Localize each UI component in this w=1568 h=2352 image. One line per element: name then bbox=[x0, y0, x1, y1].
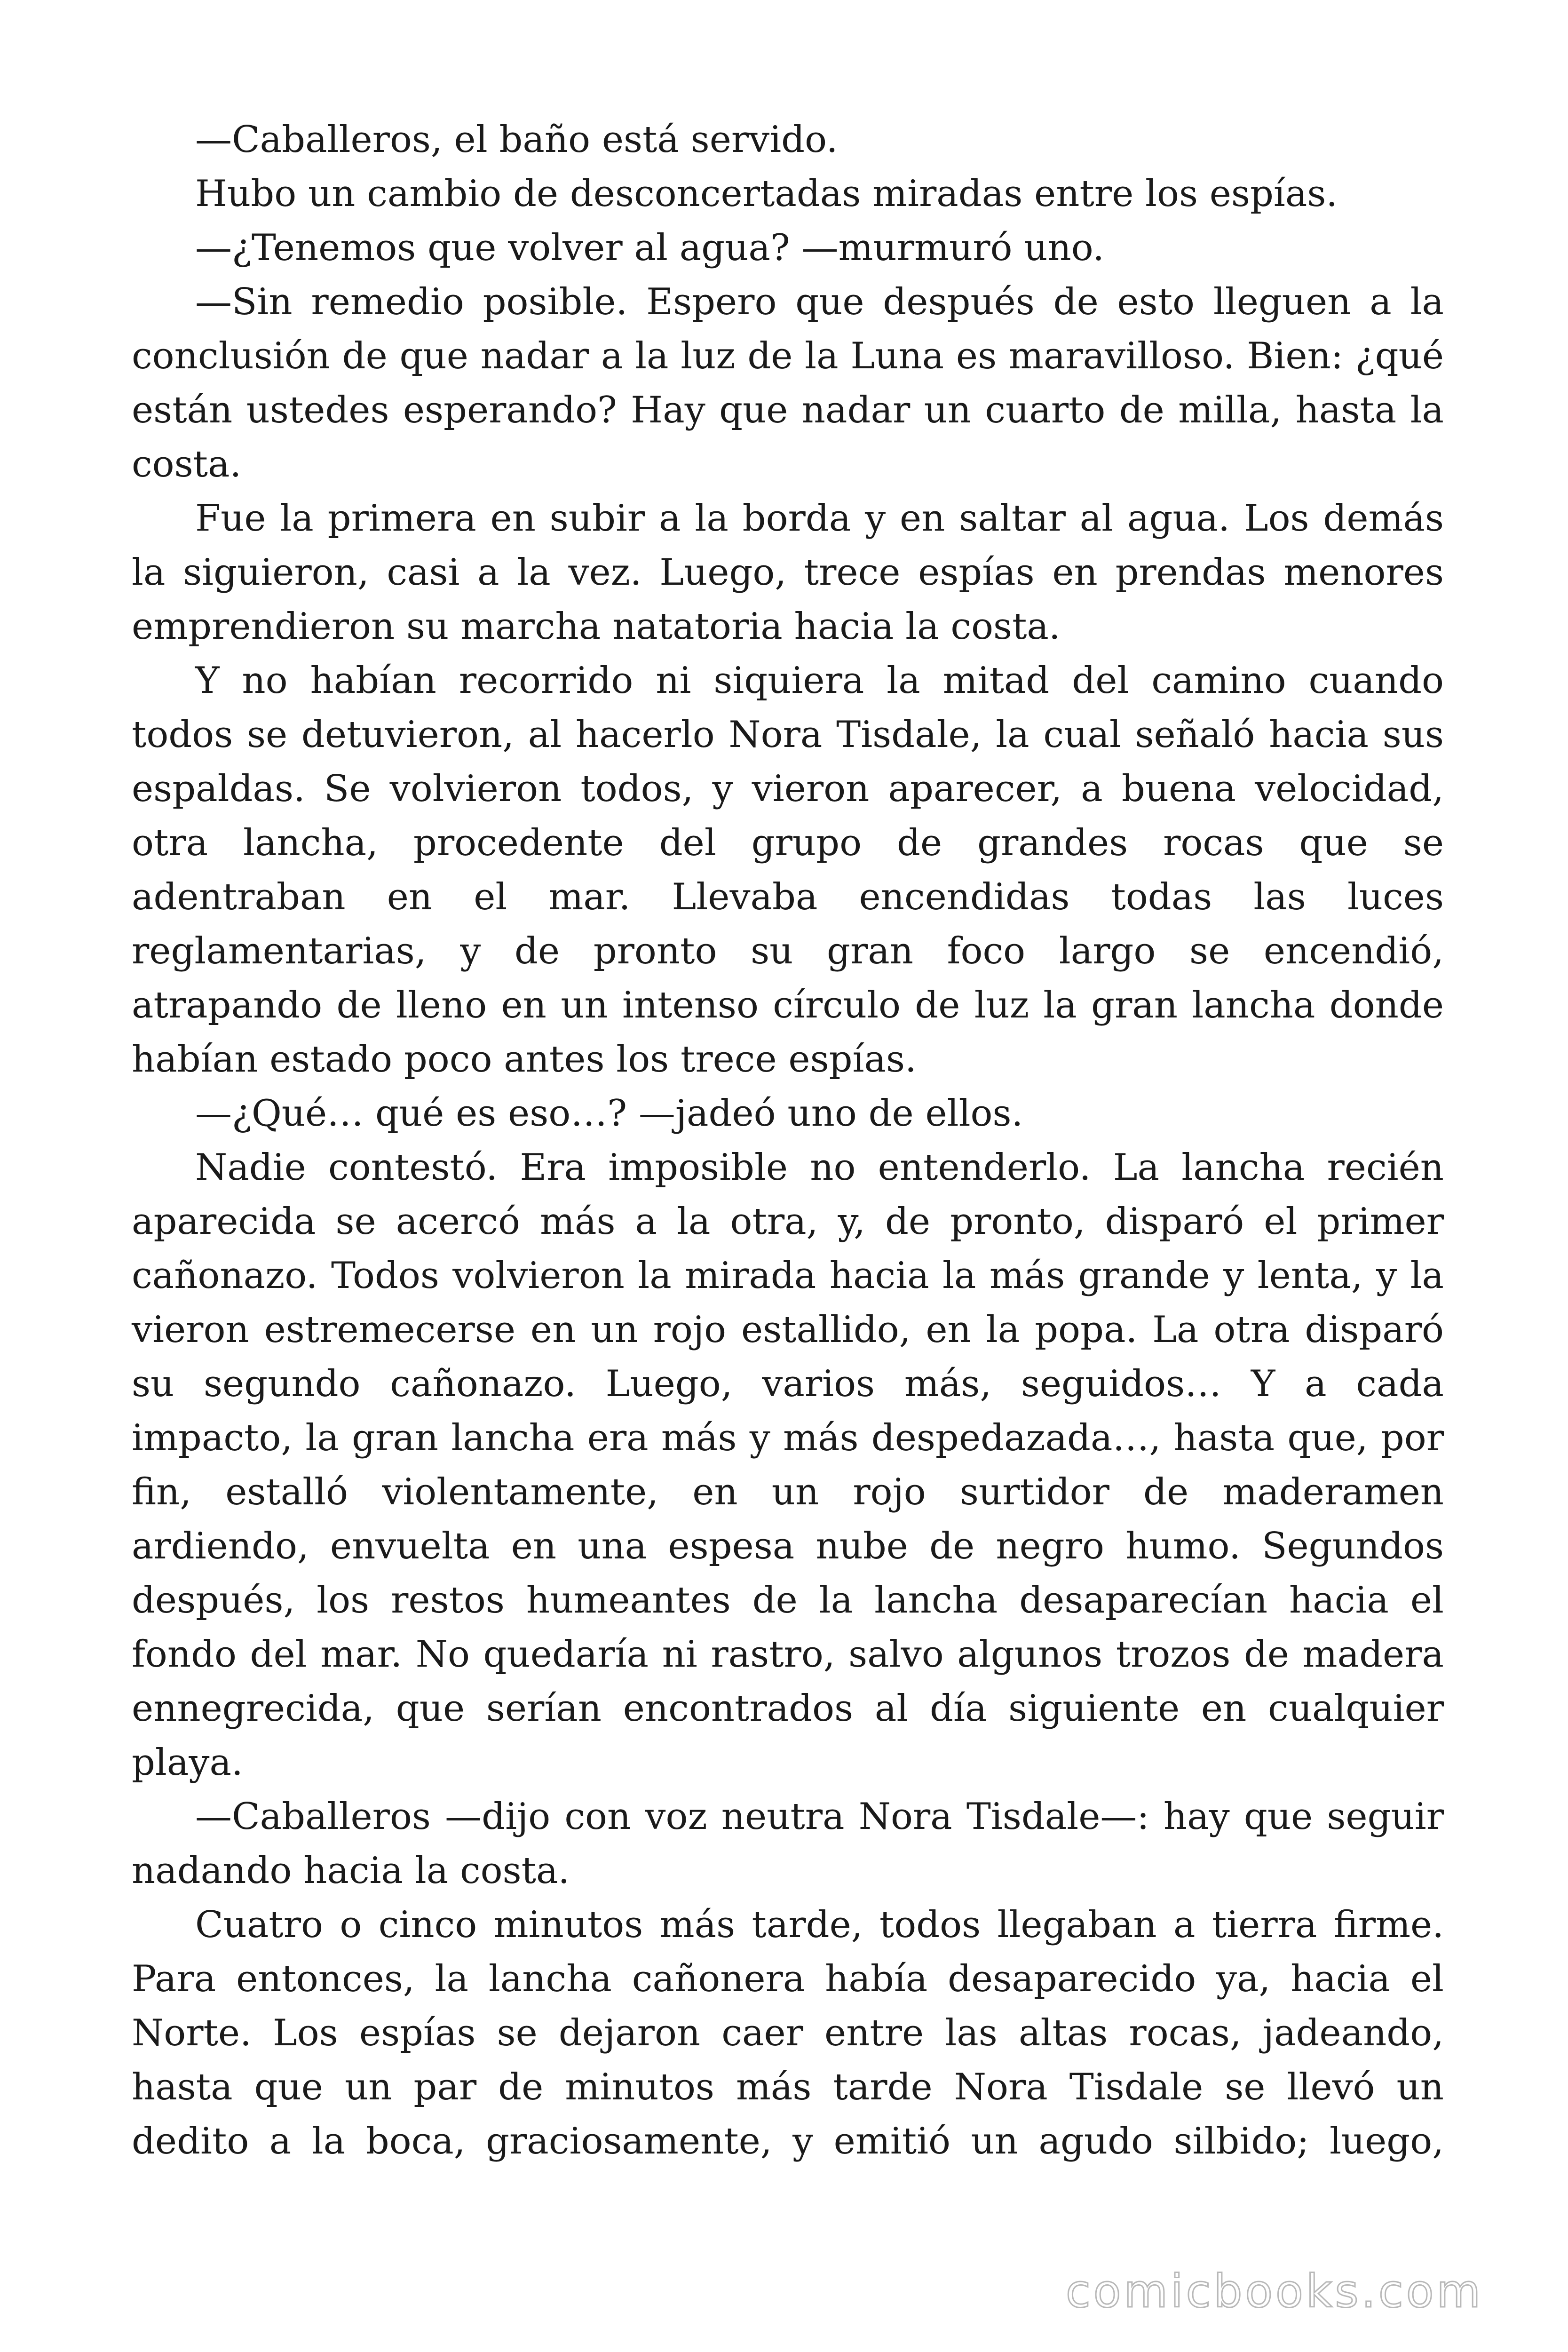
watermark: comicbooks.com bbox=[1065, 2265, 1483, 2318]
page-body bbox=[132, 113, 1444, 2169]
paragraph-5: Fue la primera en subir a la borda y en saltar al agua. Los demás la siguieron, casi a la vez. Luego, trece espías en prendas menores emprendieron su marcha natatoria hacia la costa. bbox=[132, 497, 1444, 648]
paragraph-7: —¿Qué… qué es eso…? —jadeó uno de ellos. bbox=[195, 1092, 1023, 1135]
paragraph-10: Cuatro o cinco minutos más tarde, todos llegaban a tierra firme. Para entonces, la lancha cañonera había desaparecido ya, hacia el Norte. Los espías se dejaron caer entre las altas rocas, jadeando, hasta que un par de minutos más tarde Nora Tisdale se llevó un dedito a la boca, graciosamente, y emitió un agudo silbido; luego, bbox=[132, 1904, 1444, 2162]
paragraph-9: —Caballeros —dijo con voz neutra Nora Tisdale—: hay que seguir nadando hacia la costa. bbox=[132, 1796, 1444, 1892]
paragraph-3: —¿Tenemos que volver al agua? —murmuró uno. bbox=[195, 227, 1105, 269]
paragraph-8: Nadie contestó. Era imposible no entenderlo. La lancha recién aparecida se acercó más a la otra, y, de pronto, disparó el primer cañonazo. Todos volvieron la mirada hacia la más grande y lenta, y la vieron estremecerse en un rojo estallido, en la popa. La otra disparó su segundo cañonazo. Luego, varios más, seguidos… Y a cada impacto, la gran lancha era más y más despedazada…, hasta que, por fin, estalló violentamente, en un rojo surtidor de maderamen ardiendo, envuelta en una espesa nube de negro humo. Segundos después, los restos humeantes de la lancha desaparecían hacia el fondo del mar. No quedaría ni rastro, salvo algunos trozos de madera ennegrecida, que serían encontrados al día siguiente en cualquier playa. bbox=[132, 1146, 1444, 1784]
paragraph-2: Hubo un cambio de desconcertadas miradas entre los espías. bbox=[195, 173, 1338, 215]
paragraph-1: —Caballeros, el baño está servido. bbox=[195, 119, 838, 161]
paragraph-4: —Sin remedio posible. Espero que después de esto lleguen a la conclusión de que nadar a la luz de la Luna es maravilloso. Bien: ¿qué están ustedes esperando? Hay que nadar un cuarto de milla, hasta la costa. bbox=[132, 281, 1444, 485]
paragraph-6: Y no habían recorrido ni siquiera la mitad del camino cuando todos se detuvieron, al hacerlo Nora Tisdale, la cual señaló hacia sus espaldas. Se volvieron todos, y vieron aparecer, a buena velocidad, otra lancha, procedente del grupo de grandes rocas que se adentraban en el mar. Llevaba encendidas todas las luces reglamentarias, y de pronto su gran foco largo se encendió, atrapando de lleno en un intenso círculo de luz la gran lancha donde habían estado poco antes los trece espías. bbox=[132, 660, 1444, 1081]
